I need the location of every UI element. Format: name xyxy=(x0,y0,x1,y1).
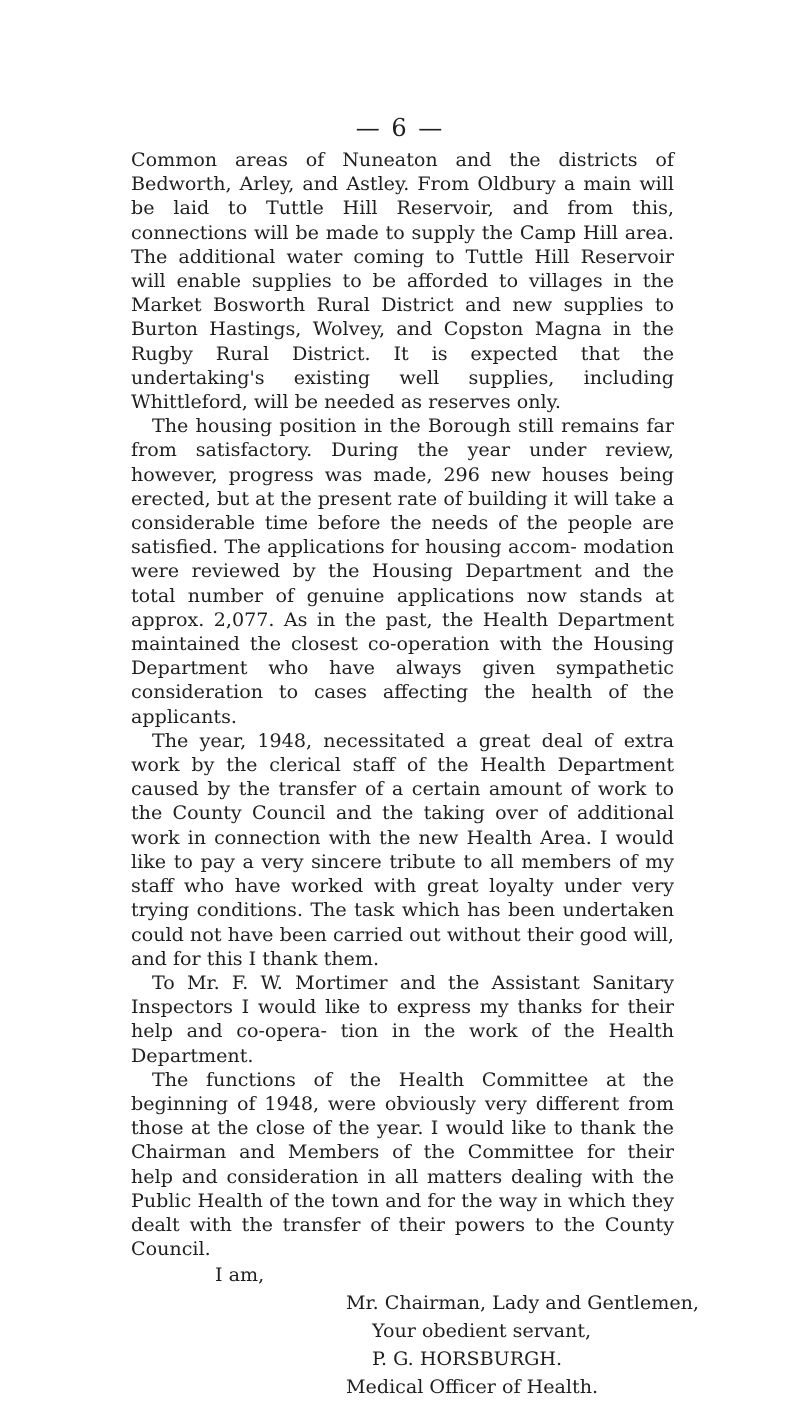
closing-salutation: Mr. Chairman, Lady and Gentlemen, xyxy=(346,1291,699,1315)
closing-i-am: I am, xyxy=(215,1263,265,1287)
paragraph-health-committee: The functions of the Health Committee at the beginning of 1948, were obviously very different from those at the close of the year. I would like to thank the Chairman and Members of the Committee for their help and consideration in all matters dealing with the Public Health of the town and for the way in which they dealt with the transfer of their powers to the County Council. xyxy=(131,1067,674,1261)
paragraph-housing: The housing position in the Borough still remains far from satisfactory. During the year under review, however, progress was made, 296 new houses being erected, but at the present rate of building it will take a considerable time before the needs of the people are satisfied. The applications for housing accom- modation were reviewed by the Housing Department and the total number of genuine applications now stands at approx. 2,077. As in the past, the Health Department maintained the closest co-operation with the Housing Department who have always given sympathetic consideration to cases affecting the health of the applicants. xyxy=(131,414,674,728)
paragraph-staff-tribute: The year, 1948, necessitated a great deal of extra work by the clerical staff of the Health Department caused by the transfer of a certain amount of work to the County Council and the taking over of additional work in connection with the new Health Area. I would like to pay a very sincere tribute to all members of my staff who have worked with great loyalty under very trying conditions. The task which has been undertaken could not have been carried out without their good will, and for this I thank them. xyxy=(131,728,674,970)
page-number: — 6 — xyxy=(355,114,445,142)
closing-obedient-servant: Your obedient servant, xyxy=(372,1319,592,1343)
letter-closing xyxy=(131,1261,699,1401)
report-body xyxy=(131,148,699,1401)
paragraph-sanitary-inspectors: To Mr. F. W. Mortimer and the Assistant Sanitary Inspectors I would like to express my thanks for their help and co-opera- tion in the work of the Health Department. xyxy=(131,970,674,1067)
paragraph-water-supply: Common areas of Nuneaton and the districts of Bedworth, Arley, and Astley. From Oldbury a main will be laid to Tuttle Hill Reservoir, and from this, connections will be made to supply the Camp Hill area. The additional water coming to Tuttle Hill Reservoir will enable supplies to be afforded to villages in the Market Bosworth Rural District and new supplies to Burton Hastings, Wolvey, and Copston Magna in the Rugby Rural District. It is expected that the undertaking's existing well supplies, including Whittleford, will be needed as reserves only. xyxy=(131,148,674,414)
signatory-name: P. G. HORSBURGH. xyxy=(372,1347,563,1371)
signatory-title: Medical Officer of Health. xyxy=(346,1375,599,1399)
